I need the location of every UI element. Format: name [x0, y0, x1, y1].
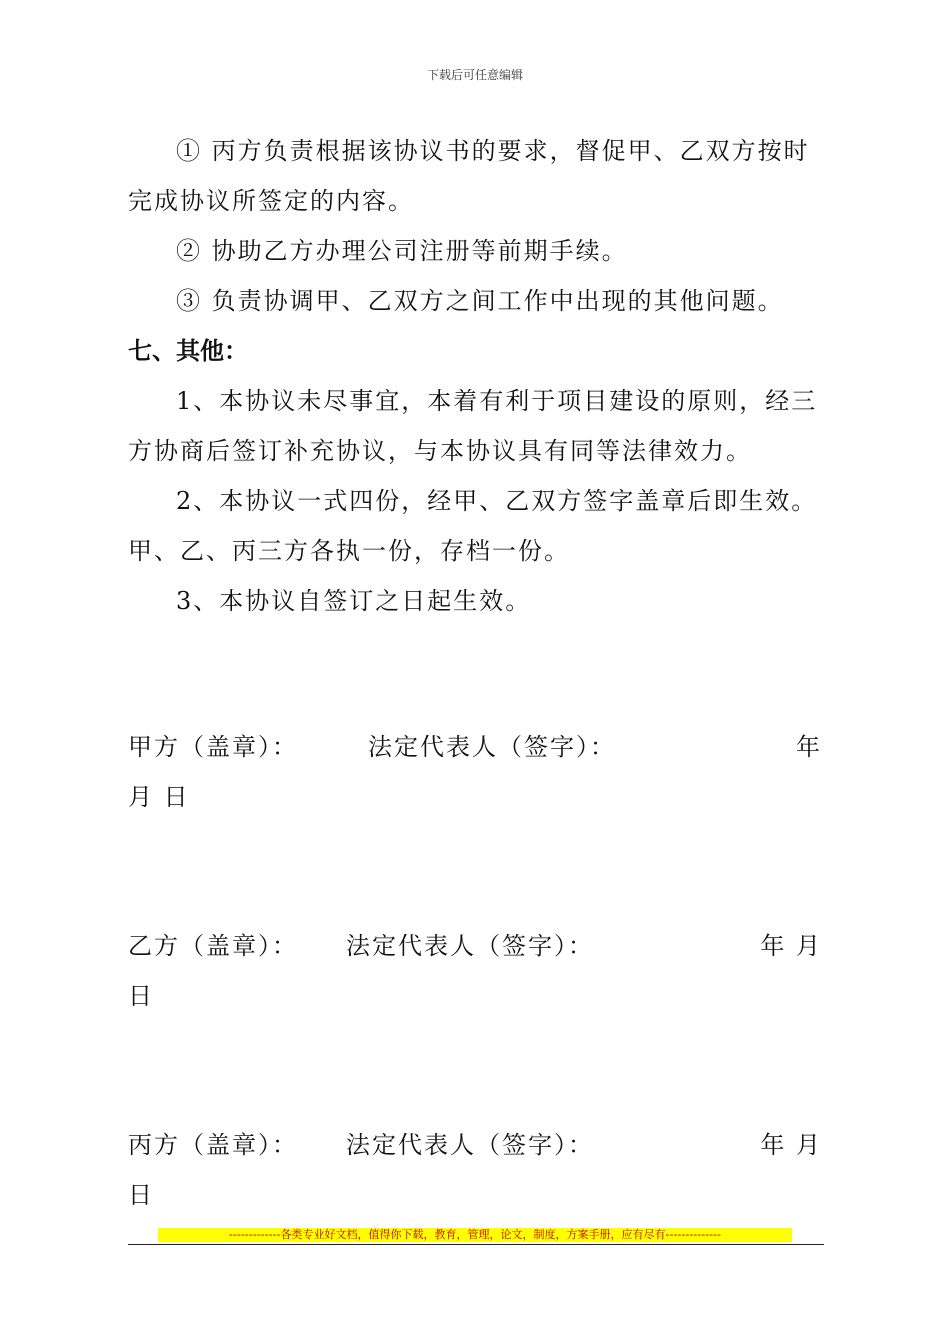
clause-six-item-3: ③ 负责协调甲、乙双方之间工作中出现的其他问题。 — [176, 287, 784, 315]
signature-row-party-c — [128, 1120, 822, 1170]
party-c-year-month-label: 年 月 — [760, 1131, 822, 1159]
section-seven-heading: 七、其他： — [128, 337, 248, 365]
header-note: 下载后可任意编辑 — [426, 68, 523, 82]
clause-six-item-1: ① 丙方负责根据该协议书的要求，督促甲、乙双方按时完成协议所签定的内容。 — [128, 137, 810, 215]
party-a-rep-label: 法定代表人（签字）： — [368, 733, 616, 761]
signature-row-party-a — [128, 722, 822, 772]
signature-row-party-b — [128, 921, 822, 971]
party-b-year-month-label: 年 月 — [760, 932, 822, 960]
party-c-rep-label: 法定代表人（签字）： — [346, 1131, 594, 1159]
footer-banner: -------------各类专业好文档，值得你下载，教育，管理，论文，制度，方案手册，应有尽有-------------- — [158, 1228, 792, 1242]
party-a-seal-label: 甲方（盖章）： — [128, 733, 298, 761]
clause-seven-item-2: 2、本协议一式四份，经甲、乙双方签字盖章后即生效。甲、乙、丙三方各执一份，存档一份。 — [128, 487, 818, 565]
clause-six-item-2: ② 协助乙方办理公司注册等前期手续。 — [176, 237, 628, 265]
clause-seven-item-1: 1、本协议未尽事宜，本着有利于项目建设的原则，经三方协商后签订补充协议，与本协议具有同等法律效力。 — [128, 387, 818, 465]
party-c-seal-label: 丙方（盖章）： — [128, 1131, 298, 1159]
clause-seven-item-3: 3、本协议自签订之日起生效。 — [176, 587, 532, 615]
party-c-day-label: 日 — [128, 1181, 154, 1209]
party-b-rep-label: 法定代表人（签字）： — [346, 932, 594, 960]
footer-divider — [128, 1244, 824, 1245]
party-a-year-label: 年 — [796, 733, 822, 761]
party-b-seal-label: 乙方（盖章）： — [128, 932, 298, 960]
party-a-month-day-label: 月 日 — [128, 783, 190, 811]
party-b-day-label: 日 — [128, 982, 154, 1010]
